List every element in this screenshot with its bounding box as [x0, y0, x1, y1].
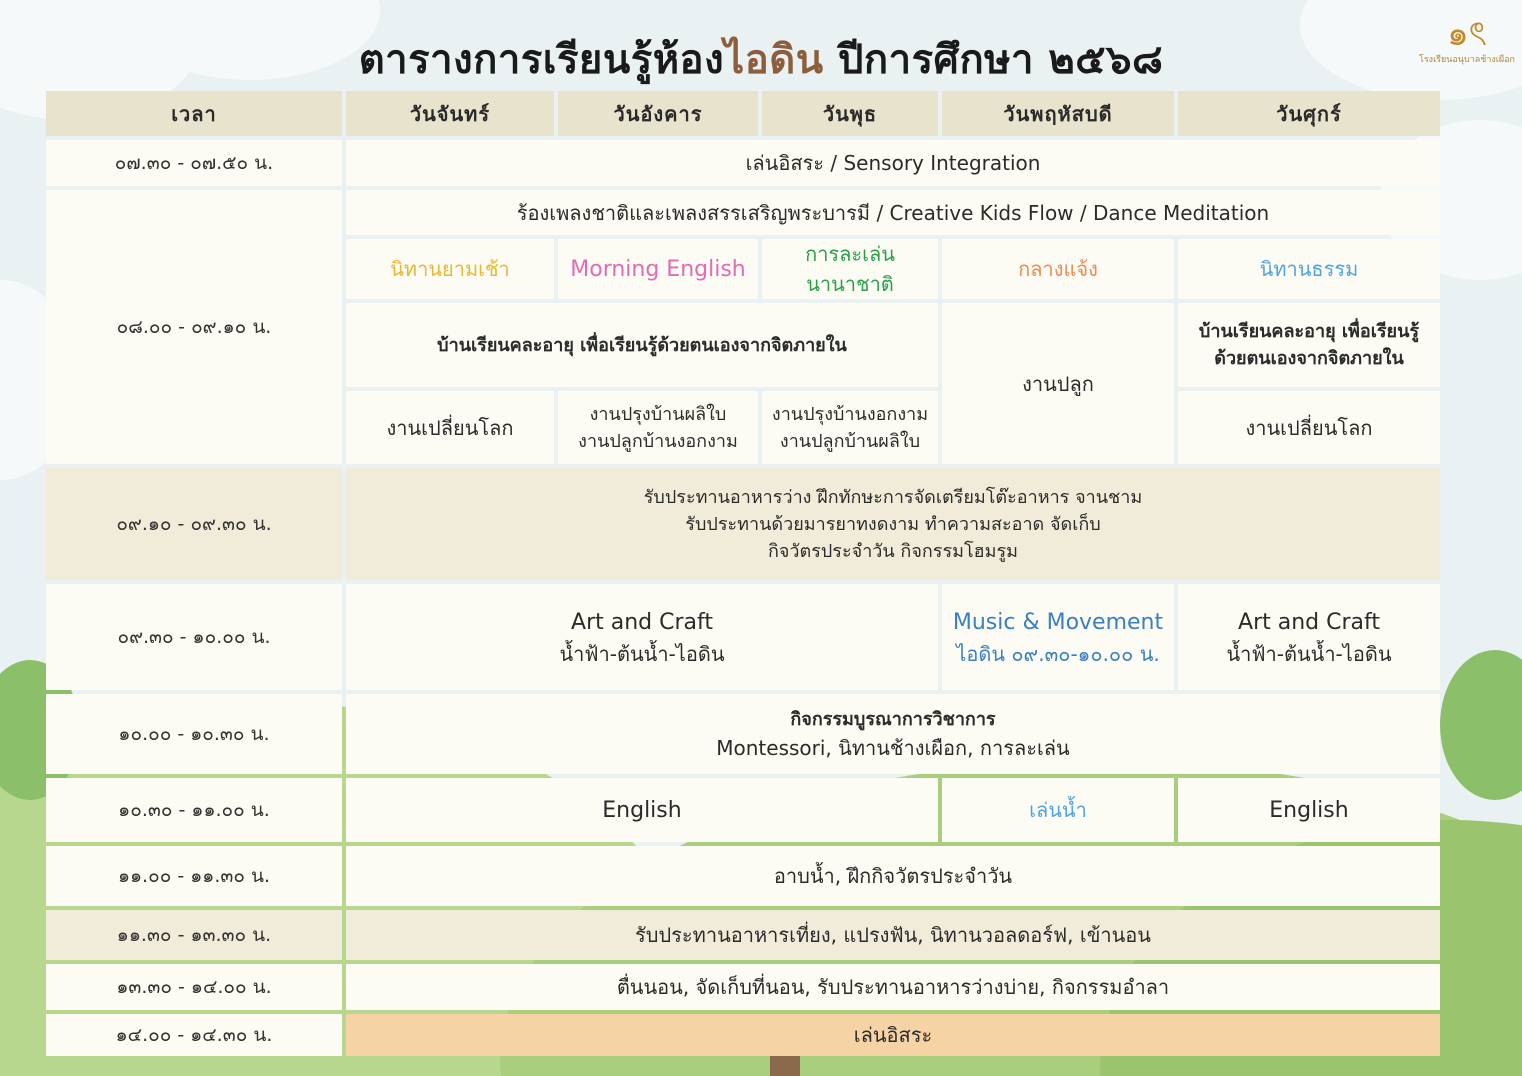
header-tuesday: วันอังคาร	[558, 91, 758, 136]
title-prefix: ตารางการเรียนรู้ห้อง	[358, 37, 725, 83]
english-friday-cell: English	[1178, 778, 1440, 842]
header-monday: วันจันทร์	[346, 91, 554, 136]
music-cell	[942, 584, 1174, 690]
work-wednesday	[762, 391, 938, 464]
time-cell: ๐๘.๐๐ - ๐๙.๑๐ น.	[46, 190, 342, 464]
time-cell: ๑๐.๐๐ - ๑๐.๓๐ น.	[46, 694, 342, 774]
art-craft-friday-sub: น้ำฟ้า-ต้นน้ำ-ไอดิน	[1226, 641, 1392, 666]
work-tuesday-line2: งานปลูกบ้านงอกงาม	[578, 430, 738, 452]
work-monday: งานเปลี่ยนโลก	[346, 391, 554, 464]
multiage-cell: บ้านเรียนคละอายุ เพื่อเรียนรู้ด้วยตนเองจากจิตภายใน	[346, 303, 938, 387]
title-suffix: ปีการศึกษา ๒๕๖๘	[823, 37, 1164, 83]
snack-cell	[346, 468, 1440, 580]
work-wednesday-line2: งานปลูกบ้านผลิใบ	[779, 430, 921, 452]
time-cell: ๑๓.๓๐ - ๑๔.๐๐ น.	[46, 964, 342, 1010]
wake-cell: ตื่นนอน, จัดเก็บที่นอน, รับประทานอาหารว่างบ่าย, กิจกรรมอำลา	[346, 964, 1440, 1010]
art-craft-sub: น้ำฟ้า-ต้นน้ำ-ไอดิน	[559, 641, 725, 666]
free-play-end-cell: เล่นอิสระ	[346, 1014, 1440, 1056]
bath-cell: อาบน้ำ, ฝึกกิจวัตรประจำวัน	[346, 846, 1440, 906]
header-thursday: วันพฤหัสบดี	[942, 91, 1174, 136]
morning-friday: นิทานธรรม	[1178, 239, 1440, 299]
header-wednesday: วันพุธ	[762, 91, 938, 136]
multiage-friday-line2: ด้วยตนเองจากจิตภายใน	[1214, 348, 1404, 369]
time-cell: ๑๐.๓๐ - ๑๑.๐๐ น.	[46, 778, 342, 842]
time-cell: ๐๗.๓๐ - ๐๗.๕๐ น.	[46, 140, 342, 186]
time-cell: ๐๙.๓๐ - ๑๐.๐๐ น.	[46, 584, 342, 690]
art-craft-cell	[346, 584, 938, 690]
integrated-title: กิจกรรมบูรณาการวิชาการ	[790, 708, 996, 730]
header-time: เวลา	[46, 91, 342, 136]
integrated-sub: Montessori, นิทานช้างเผือก, การละเล่น	[716, 735, 1070, 760]
snack-line3: กิจวัตรประจำวัน กิจกรรมโฮมรูม	[767, 540, 1019, 562]
planting-cell: งานปลูก	[942, 303, 1174, 464]
english-cell: English	[346, 778, 938, 842]
title-accent: ไอดิน	[724, 37, 824, 83]
water-play-cell: เล่นน้ำ	[942, 778, 1174, 842]
lunch-cell: รับประทานอาหารเที่ยง, แปรงฟัน, นิทานวอลดอร์ฟ, เข้านอน	[346, 910, 1440, 960]
work-tuesday	[558, 391, 758, 464]
work-wednesday-line1: งานปรุงบ้านงอกงาม	[771, 403, 929, 425]
morning-wednesday: การละเล่นนานาชาติ	[762, 239, 938, 299]
multiage-friday-line1: บ้านเรียนคละอายุ เพื่อเรียนรู้	[1198, 321, 1420, 342]
logo-mark: ๑ৎ	[1447, 14, 1487, 54]
multiage-friday-cell	[1178, 303, 1440, 387]
music-sub: ไอดิน ๐๙.๓๐-๑๐.๐๐ น.	[956, 641, 1160, 666]
music-title: Music & Movement	[952, 609, 1164, 635]
snack-line1: รับประทานอาหารว่าง ฝึกทักษะการจัดเตรียมโต๊ะอาหาร จานชาม	[643, 486, 1143, 508]
time-cell: ๑๔.๐๐ - ๑๔.๓๐ น.	[46, 1014, 342, 1056]
snack-line2: รับประทานด้วยมารยาทงดงาม ทำความสะอาด จัดเก็บ	[685, 513, 1101, 535]
art-craft-title: Art and Craft	[571, 609, 713, 635]
free-play-cell: เล่นอิสระ / Sensory Integration	[346, 140, 1440, 186]
morning-thursday: กลางแจ้ง	[942, 239, 1174, 299]
header-friday: วันศุกร์	[1178, 91, 1440, 136]
time-cell: ๑๑.๐๐ - ๑๑.๓๐ น.	[46, 846, 342, 906]
art-craft-friday-cell	[1178, 584, 1440, 690]
anthem-cell: ร้องเพลงชาติและเพลงสรรเสริญพระบารมี / Creative Kids Flow / Dance Meditation	[346, 190, 1440, 235]
logo-text: โรงเรียนอนุบาลช้างเผือก	[1419, 55, 1515, 65]
work-tuesday-line1: งานปรุงบ้านผลิใบ	[589, 403, 727, 425]
time-cell: ๑๑.๓๐ - ๑๓.๓๐ น.	[46, 910, 342, 960]
work-friday: งานเปลี่ยนโลก	[1178, 391, 1440, 464]
morning-tuesday: Morning English	[558, 239, 758, 299]
morning-monday: นิทานยามเช้า	[346, 239, 554, 299]
time-cell: ๐๙.๑๐ - ๐๙.๓๐ น.	[46, 468, 342, 580]
integrated-cell	[346, 694, 1440, 774]
art-craft-friday-title: Art and Craft	[1238, 609, 1380, 635]
